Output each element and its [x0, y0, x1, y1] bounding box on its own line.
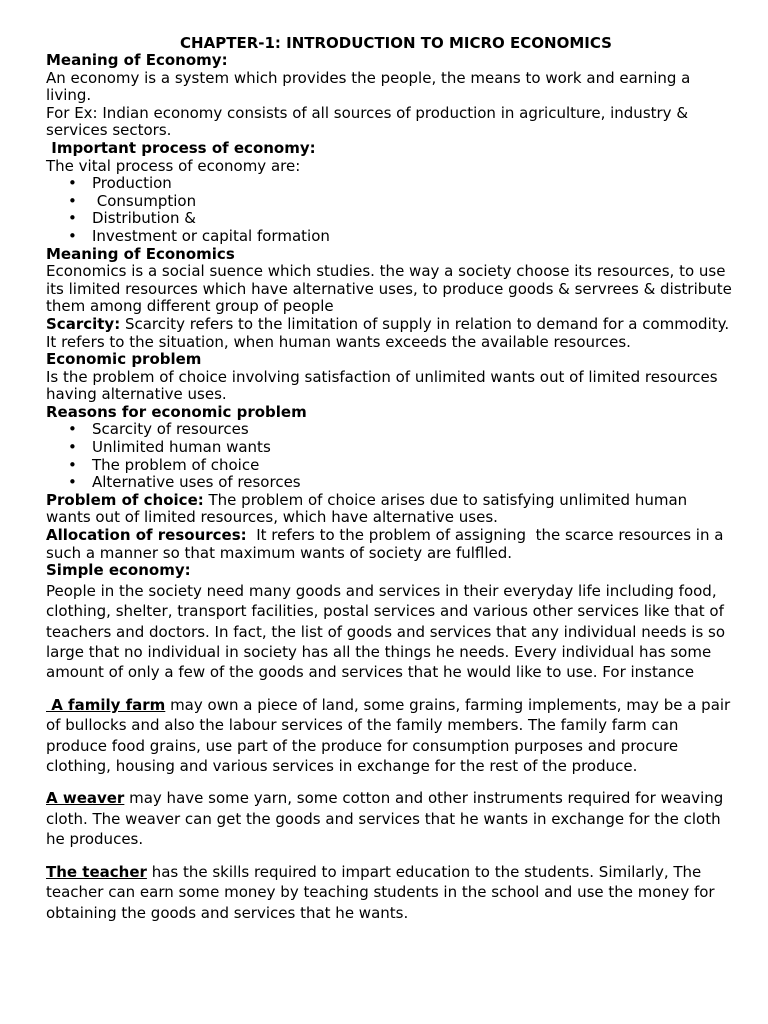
teacher-label: The teacher [46, 862, 147, 881]
paragraph-problem-of-choice: Problem of choice: The problem of choice arises due to satisfying unlimited human wants out of limited resources, which have alternative uses. [46, 490, 688, 527]
bullet-icon: • [68, 209, 77, 228]
scarcity-label: Scarcity: [46, 314, 121, 333]
list-item: • Production [68, 174, 172, 193]
paragraph-allocation: Allocation of resources: It refers to the problem of assigning the scarce resources in a such a manner so that maximum wants of society are fulflled. [46, 526, 729, 562]
heading-simple-economy: Simple economy: [46, 561, 191, 580]
bullet-icon: • [68, 455, 77, 474]
weaver-label: A weaver [46, 789, 125, 808]
paragraph-simple-economy: People in the society need many goods and services in their everyday life including food, clothing, shelter, transport facilities, postal services and various other services like that of teachers and doctors. In fact, the list of goods and services that any individual needs is so large that no individual in society has all the things he needs. Every individual has some amount of only a few of the goods and services that he would like to use. For instance [46, 581, 726, 682]
document-page [46, 34, 736, 923]
paragraph-scarcity: Scarcity: Scarcity refers to the limitation of supply in relation to demand for a commodity. It refers to the situation, when human wants exceeds the available resources. [46, 314, 730, 351]
family-farm-label: A family farm [46, 695, 166, 714]
paragraph-weaver: A weaver may have some yarn, some cotton and other instruments required for weaving cloth. The weaver can get the goods and services that he wants in exchange for the cloth he produces. [46, 789, 724, 849]
list-item: • Scarcity of resources [68, 420, 249, 439]
bullet-icon: • [68, 420, 77, 439]
bullet-icon: • [68, 473, 77, 492]
paragraph-economy-example: For Ex: Indian economy consists of all sources of production in agriculture, industry & services sectors. [46, 103, 689, 140]
list-item: • Distribution & [68, 209, 196, 228]
paragraph-family-farm: A family farm may own a piece of land, some grains, farming implements, may be a pair of bullocks and also the labour services of the family members. The family farm can produce food grains, use part of the produce for consumption purposes and procure clothing, housing and various services in exchange for the rest of the produce. [46, 695, 731, 776]
bullet-icon: • [68, 226, 77, 245]
paragraph-economic-problem: Is the problem of choice involving satisfaction of unlimited wants out of limited resources having alternative uses. [46, 367, 718, 404]
allocation-label: Allocation of resources: [46, 526, 247, 545]
heading-meaning-of-economy: Meaning of Economy: [46, 51, 228, 69]
bullet-icon: • [68, 174, 77, 193]
heading-meaning-of-economics: Meaning of Economics [46, 244, 235, 263]
bullet-icon: • [68, 191, 77, 210]
page-title: CHAPTER-1: INTRODUCTION TO MICRO ECONOMICS [180, 34, 612, 52]
list-item: • Alternative uses of resorces [68, 473, 301, 492]
bullet-icon: • [68, 438, 77, 457]
heading-important-process: Important process of economy: [51, 138, 316, 157]
paragraph-economics-definition: Economics is a social suence which studies. the way a society choose its resources, to use its limited resources which have alternative uses, to produce goods & servrees & distribute them among different group of people [46, 262, 732, 316]
problem-of-choice-label: Problem of choice: [46, 490, 204, 509]
list-economy-processes [46, 175, 736, 245]
paragraph-economy-definition: An economy is a system which provides the people, the means to work and earning a living. [46, 68, 691, 105]
list-item: • Consumption [68, 191, 197, 210]
paragraph-teacher: The teacher has the skills required to impart education to the students. Similarly, The teacher can earn some money by teaching students in the school and use the money for obtaining the goods and services that he wants. [46, 862, 715, 922]
paragraph-process-intro: The vital process of economy are: [46, 156, 301, 175]
heading-economic-problem: Economic problem [46, 350, 202, 369]
list-item: • Investment or capital formation [68, 226, 330, 245]
list-item: • The problem of choice [68, 455, 260, 474]
list-item: • Unlimited human wants [68, 438, 271, 457]
list-reasons [46, 421, 736, 491]
heading-reasons-economic-problem: Reasons for economic problem [46, 402, 307, 421]
